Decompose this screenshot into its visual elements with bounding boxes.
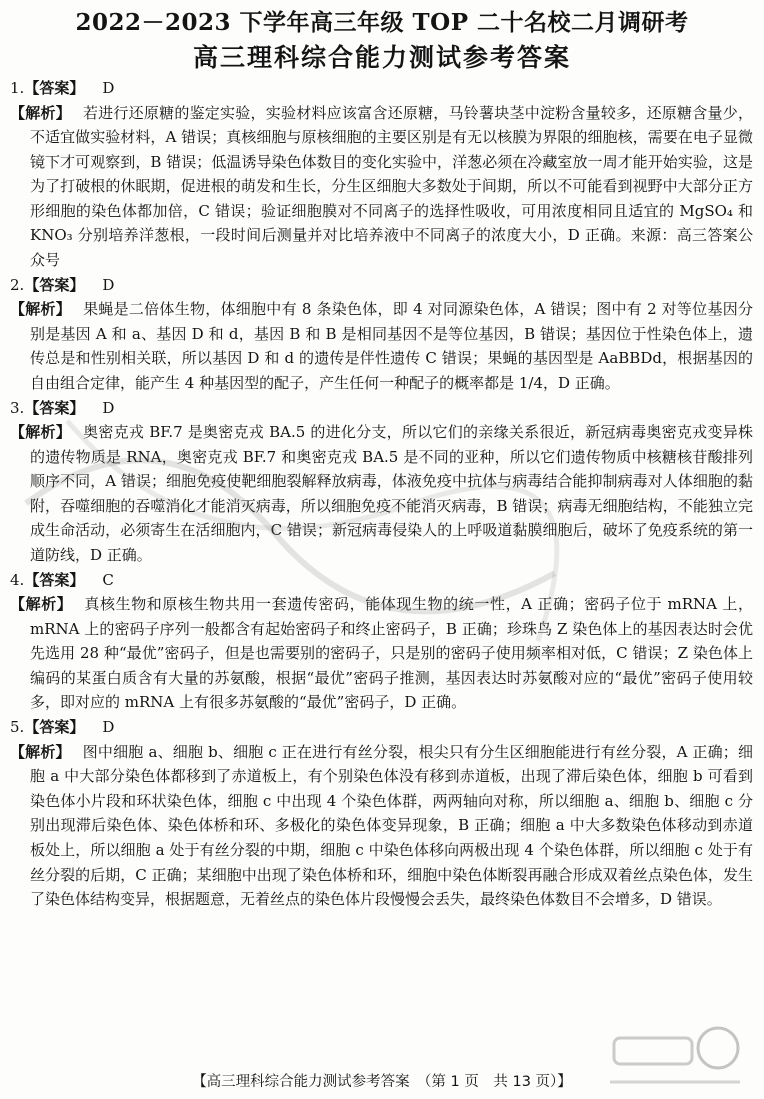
answer-value: D — [102, 79, 115, 97]
answer-label: 【答案】 — [24, 275, 85, 294]
answer-label: 【答案】 — [24, 79, 85, 97]
analysis-text: 图中细胞 a、细胞 b、细胞 c 正在进行有丝分裂，根尖只有分生区细胞能进行有丝分裂，A 正确；细胞 a 中大部分染色体都移到了赤道板上，有个别染色体没有移到赤道板，出现了滞后染色体，细胞 b 可看到染色体小片段和环状染色体，细胞 c 中出现 4 个染色体群，两两轴向对称，所以细胞 a、细胞 b、细胞 c 分别出现滞后染色体、染色体桥和环、多极化的染色体变异现象，B 正确；细胞 a 中大多数染色体移动到赤道板处上，所以细胞 a 处于有丝分裂的中期，细胞 c 中染色体移向两极出现 4 个染色体群，所以细胞 c 处于有丝分裂的后期，C 正确；某细胞中出现了染色体桥和环，细胞中染色体断裂再融合形成双着丝点染色体，发生了染色体结构变异，根据题意，无着丝点的染色体片段慢慢会丢失，最终染色体数目不会增多，D 错误。 — [30, 742, 753, 909]
answer-value: C — [102, 570, 114, 589]
answer-item — [10, 76, 755, 273]
answer-value: D — [102, 718, 115, 737]
page-footer: 【高三理科综合能力测试参考答案 （第 1 页 共 13 页）】 — [192, 1074, 572, 1090]
item-number: 2. — [10, 275, 25, 294]
analysis-label: 【解析】 — [10, 423, 72, 442]
analysis-text: 若进行还原糖的鉴定实验，实验材料应该富含还原糖，马铃薯块茎中淀粉含量较多，还原糖含量少，不适宜做实验材料，A 错误；真核细胞与原核细胞的主要区别是有无以核膜为界限的细胞核，需要在电子显微镜下才可观察到，B 错误；低温诱导染色体数目的变化实验中，洋葱必须在冷藏室放一周才能开始实验，这是为了打破根的休眠期，促进根的萌发和生长，分生区细胞大多数处于间期，所以不可能看到视野中大部分正方形细胞的染色体都加倍，C 错误；验证细胞膜对不同离子的选择性吸收，可用浓度相同且适宜的 MgSO₄ 和 KNO₃ 分别培养洋葱根，一段时间后测量并对比培养液中不同离子的浓度大小，D 正确。来源：高三答案公众号 — [30, 103, 753, 270]
answer-label: 【答案】 — [24, 398, 85, 417]
answer-list — [10, 76, 755, 912]
item-number: 5. — [10, 718, 25, 737]
analysis-label: 【解析】 — [10, 103, 71, 122]
analysis-label: 【解析】 — [10, 595, 73, 614]
page-subtitle: 高三理科综合能力测试参考答案 — [192, 43, 571, 72]
answer-item — [10, 715, 755, 912]
answer-item — [10, 396, 755, 568]
page-title: 2022－2023 下学年高三年级 TOP 二十名校二月调研考 — [75, 9, 689, 36]
item-number: 4. — [10, 570, 25, 589]
analysis-label: 【解析】 — [10, 300, 72, 319]
answer-item — [10, 273, 755, 396]
answer-value: D — [102, 275, 115, 294]
answer-label: 【答案】 — [24, 718, 85, 737]
answer-value: D — [102, 398, 115, 417]
item-number: 1. — [10, 79, 25, 97]
answer-item — [10, 568, 755, 715]
item-number: 3. — [10, 398, 25, 417]
analysis-text: 真核生物和原核生物共用一套遗传密码，能体现生物的统一性，A 正确；密码子位于 mRNA 上，mRNA 上的密码子序列一般都含有起始密码子和终止密码子，B 正确；珍珠鸟 Z 染色体上的基因表达时会优先选用 28 种“最优”密码子，但是也需要别的密码子，只是别的密码子使用频率相对低，C 错误；Z 染色体上编码的某蛋白质含有大量的苏氨酸，根据“最优”密码子推测，基因表达时苏氨酸对应的“最优”密码子使用较多，即对应的 mRNA 上有很多苏氨酸的“最优”密码子，D 正确。 — [30, 595, 753, 712]
answer-label: 【答案】 — [24, 570, 85, 589]
analysis-text: 果蝇是二倍体生物，体细胞中有 8 条染色体，即 4 对同源染色体，A 错误；图中有 2 对等位基因分别是基因 A 和 a、基因 D 和 d，基因 B 和 B 是相同基因不是等位基因，B 错误；基因位于性染色体上，遗传总是和性别相关联，所以基因 D 和 d 的遗传是伴性遗传 C 错误；果蝇的基因型是 AaBBDd，根据基因的自由组合定律，能产生 4 种基因型的配子，产生任何一种配子的概率都是 1/4，D 正确。 — [30, 300, 753, 392]
analysis-text: 奥密克戎 BF.7 是奥密克戎 BA.5 的进化分支，所以它们的亲缘关系很近，新冠病毒奥密克戎变异株的遗传物质是 RNA，奥密克戎 BF.7 和奥密克戎 BA.5 是不同的亚种，所以它们遗传物质中核糖核苷酸排列顺序不同，A 错误；细胞免疫使靶细胞裂解释放病毒，体液免疫中抗体与病毒结合能抑制病毒对人体细胞的黏附，吞噬细胞的吞噬消化才能消灭病毒，所以细胞免疫不能消灭病毒，B 错误；病毒无细胞结构，不能独立完成生命活动，必须寄生在活细胞内，C 错误；新冠病毒侵染人的上呼吸道黏膜细胞后，破坏了免疫系统的第一道防线，D 正确。 — [30, 423, 753, 564]
analysis-label: 【解析】 — [10, 742, 71, 761]
